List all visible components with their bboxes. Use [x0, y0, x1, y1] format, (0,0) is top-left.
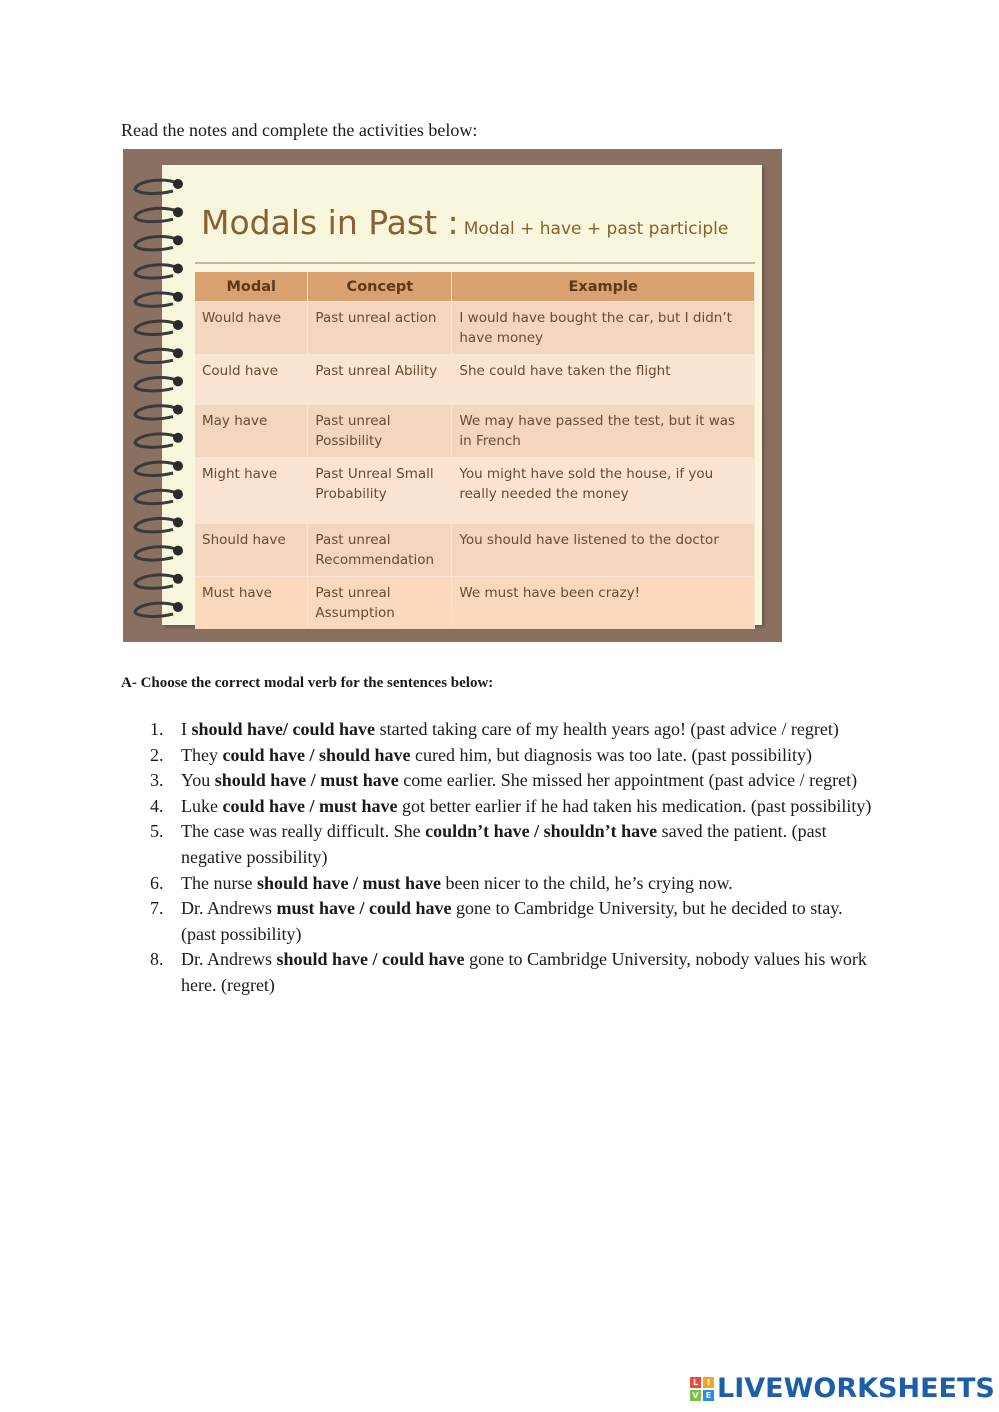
question-text: They	[181, 744, 223, 765]
cell-example: We must have been crazy!	[452, 577, 755, 630]
question-text: gone to Cambridge University, nobody values his work here. (regret)	[181, 949, 867, 995]
cell-concept: Past unreal Assumption	[308, 577, 452, 630]
cell-example: We may have passed the test, but it was in French	[452, 405, 755, 458]
cell-concept: Past unreal action	[308, 302, 452, 355]
modals-table	[195, 272, 755, 629]
spiral-ring	[135, 348, 183, 362]
spiral-ring	[135, 433, 183, 447]
spiral-ring	[135, 546, 183, 560]
spiral-ring	[135, 376, 183, 390]
notebook-title-sub: Modal + have + past participle	[463, 219, 729, 239]
question-text: been nicer to the child, he’s crying now.	[441, 872, 733, 893]
questions-list	[150, 717, 881, 999]
question-text: Dr. Andrews	[181, 898, 277, 919]
section-a-title: A- Choose the correct modal verb for the sentences below:	[121, 675, 494, 691]
question-number: 5.	[150, 821, 164, 842]
liveworksheets-logo	[690, 1373, 995, 1404]
question-number: 8.	[150, 949, 164, 970]
question-text: The nurse	[181, 872, 257, 893]
logo-letter: L	[690, 1377, 701, 1388]
logo-letter: E	[703, 1390, 714, 1401]
list-item	[150, 717, 881, 743]
list-item	[150, 947, 881, 998]
spiral-ring	[135, 405, 183, 419]
question-text: Dr. Andrews	[181, 949, 277, 970]
choice-options[interactable]: could have / should have	[222, 744, 411, 765]
list-item	[150, 743, 881, 769]
header-modal: Modal	[195, 272, 308, 302]
spiral-ring	[135, 207, 183, 221]
spiral-ring	[135, 292, 183, 306]
question-text: You	[181, 770, 215, 791]
choice-options[interactable]: should have/ could have	[191, 719, 376, 739]
cell-modal: Should have	[195, 524, 308, 577]
cell-concept: Past unreal Recommendation	[308, 524, 452, 577]
question-text: cured him, but diagnosis was too late. (past possibility)	[410, 744, 812, 765]
choice-options[interactable]: should have / could have	[276, 949, 465, 970]
logo-letter: V	[690, 1390, 701, 1401]
cell-concept: Past unreal Ability	[308, 355, 452, 405]
spiral-ring	[135, 179, 183, 193]
cell-example: I would have bought the car, but I didn’t have money	[452, 302, 755, 355]
list-item	[150, 794, 881, 820]
spiral-ring	[135, 517, 183, 531]
notebook-image	[123, 149, 782, 642]
question-number: 3.	[150, 770, 164, 791]
spiral-binding-icon	[123, 165, 193, 625]
question-number: 4.	[150, 795, 164, 816]
table-row	[195, 405, 755, 458]
spiral-ring	[135, 235, 183, 249]
cell-modal: May have	[195, 405, 308, 458]
list-item	[150, 871, 881, 897]
table-header-row	[195, 272, 755, 302]
intro-text: Read the notes and complete the activities below:	[121, 120, 478, 140]
question-text: saved the patient. (past negative possibility)	[181, 821, 827, 867]
logo-icon	[690, 1377, 714, 1401]
table-row	[195, 302, 755, 355]
cell-concept: Past Unreal Small Probability	[308, 458, 452, 524]
header-concept: Concept	[308, 272, 452, 302]
logo-text: LIVEWORKSHEETS	[717, 1373, 995, 1404]
choice-options[interactable]: couldn’t have / shouldn’t have	[425, 821, 658, 842]
logo-letter: I	[703, 1377, 714, 1388]
cell-example: She could have taken the flight	[452, 355, 755, 405]
cell-modal: Must have	[195, 577, 308, 630]
cell-example: You should have listened to the doctor	[452, 524, 755, 577]
question-number: 2.	[150, 744, 164, 765]
spiral-ring	[135, 320, 183, 334]
question-text: started taking care of my health years ago! (past advice / regret)	[375, 719, 839, 739]
table-row	[195, 524, 755, 577]
cell-modal: Might have	[195, 458, 308, 524]
cell-concept: Past unreal Possibility	[308, 405, 452, 458]
question-text: Luke	[181, 795, 223, 816]
question-text: come earlier. She missed her appointment (past advice / regret)	[398, 770, 858, 791]
notebook-title-main: Modals in Past :	[201, 203, 459, 242]
notebook-title	[201, 203, 728, 242]
spiral-ring	[135, 461, 183, 475]
spiral-ring	[135, 264, 183, 278]
choice-options[interactable]: could have / must have	[222, 795, 398, 816]
question-number: 7.	[150, 898, 164, 919]
table-row	[195, 458, 755, 524]
question-text: I	[181, 719, 192, 739]
cell-example: You might have sold the house, if you really needed the money	[452, 458, 755, 524]
header-example: Example	[452, 272, 755, 302]
choice-options[interactable]: should have / must have	[214, 770, 399, 791]
spiral-ring	[135, 489, 183, 503]
list-item	[150, 896, 881, 947]
choice-options[interactable]: should have / must have	[256, 872, 442, 893]
question-text: gone to Cambridge University, but he decided to stay. (past possibility)	[181, 898, 843, 944]
question-text: The case was really difficult. She	[181, 821, 426, 842]
list-item	[150, 768, 881, 794]
choice-options[interactable]: must have / could have	[276, 898, 452, 919]
spiral-ring	[135, 602, 183, 616]
table-row	[195, 577, 755, 630]
title-divider	[195, 262, 755, 264]
list-item	[150, 819, 881, 870]
spiral-ring	[135, 574, 183, 588]
question-number: 1.	[150, 719, 164, 739]
question-text: got better earlier if he had taken his medication. (past possibility)	[397, 795, 872, 816]
cell-modal: Could have	[195, 355, 308, 405]
question-number: 6.	[150, 872, 164, 893]
table-row	[195, 355, 755, 405]
cell-modal: Would have	[195, 302, 308, 355]
